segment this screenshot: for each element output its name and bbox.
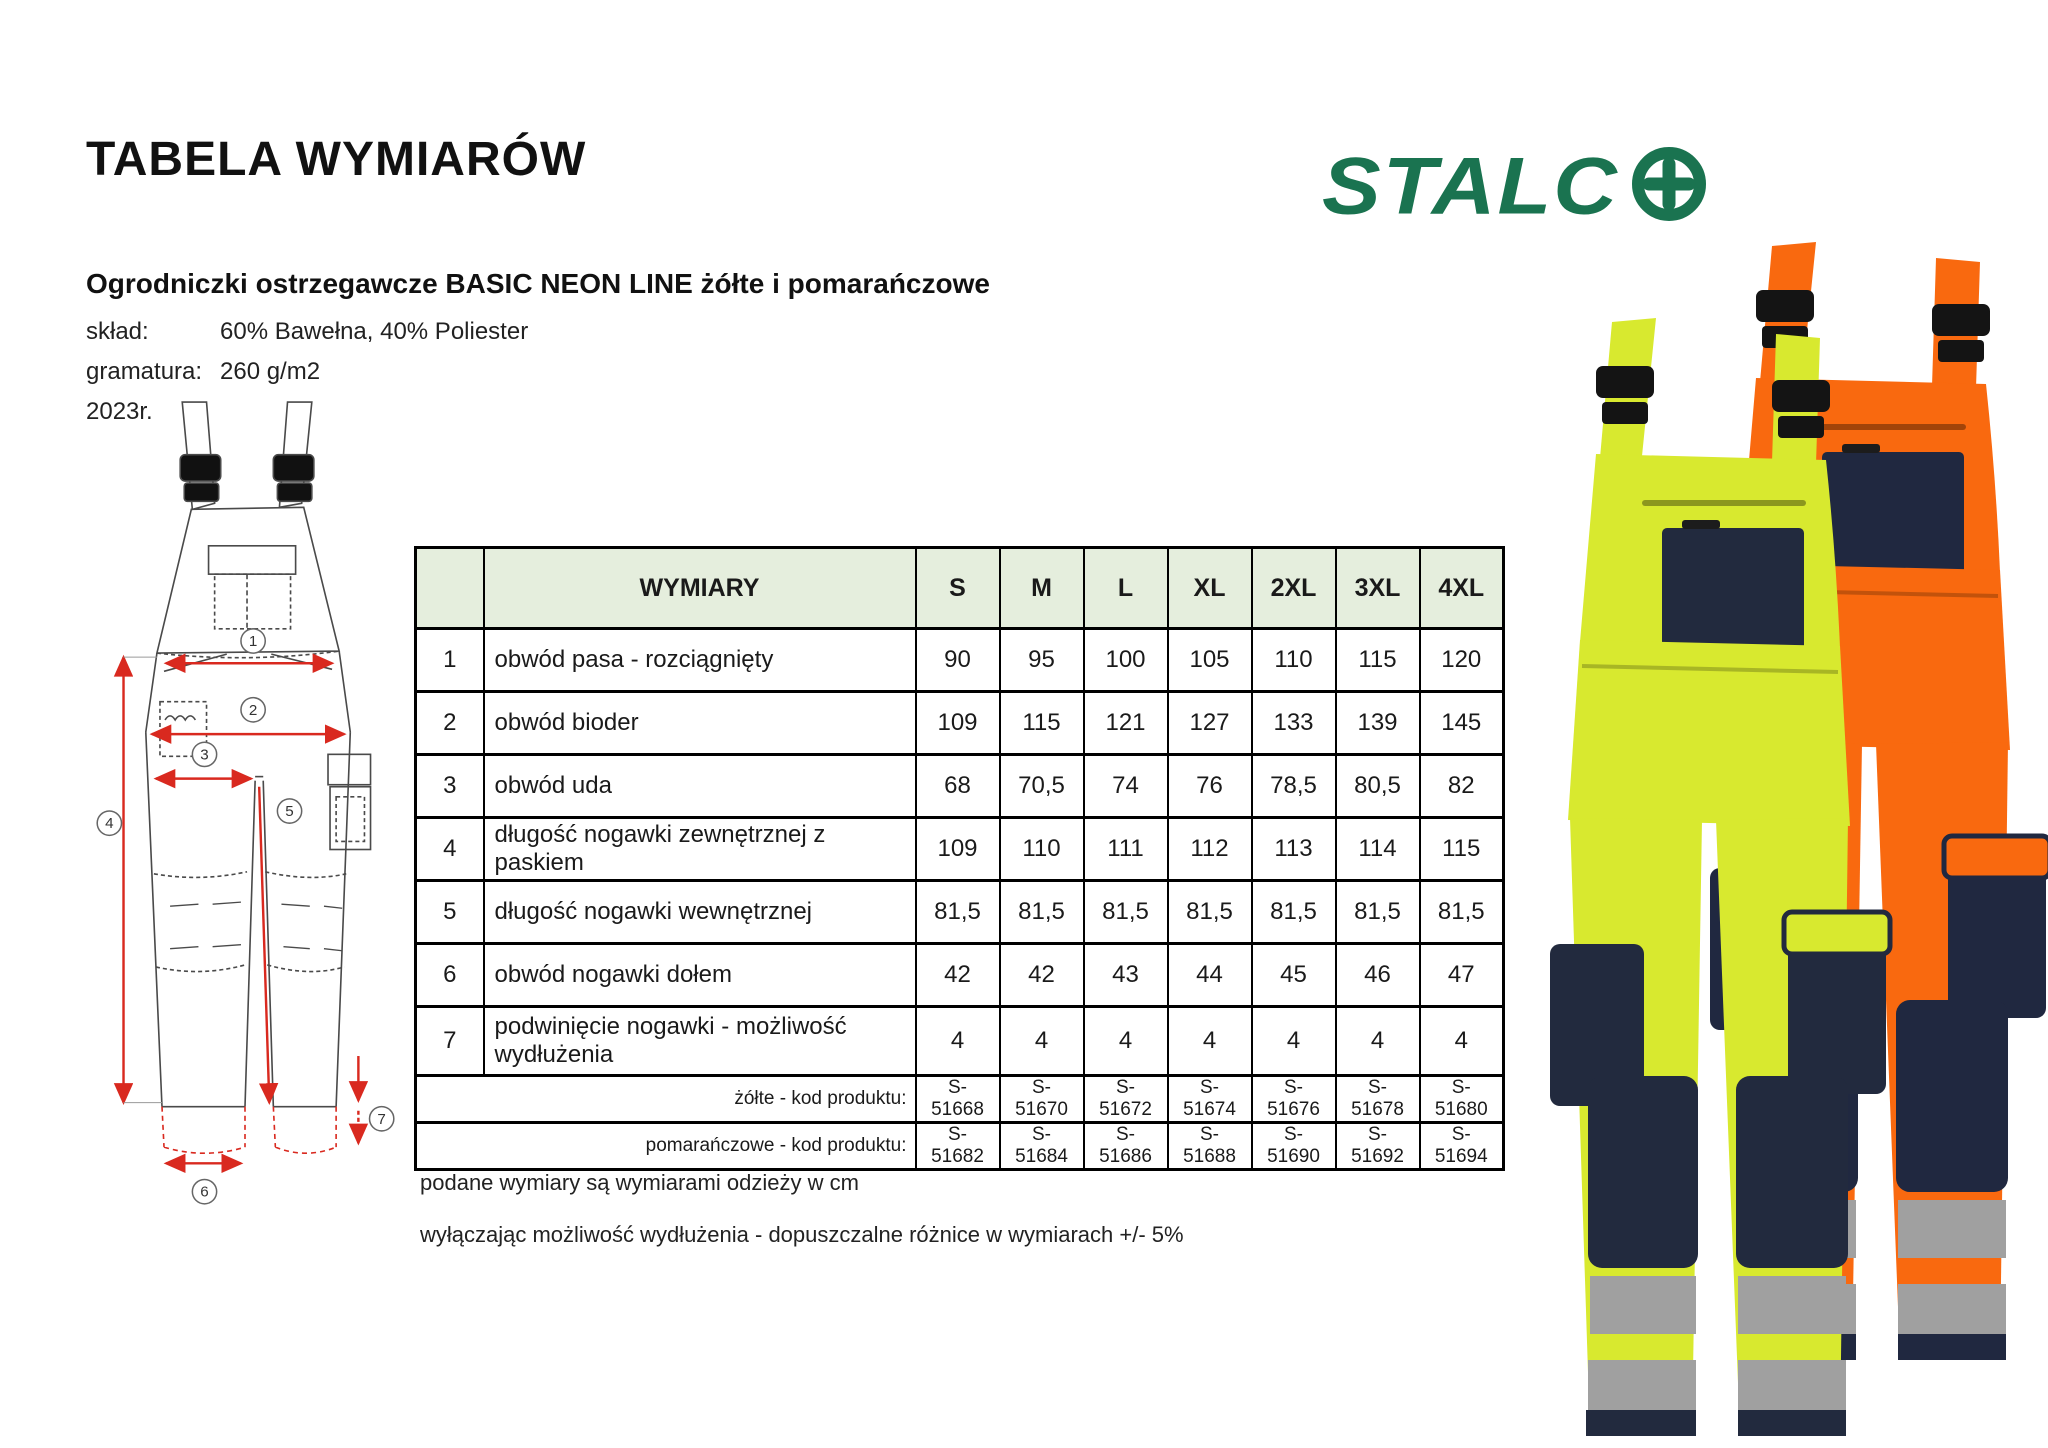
cell: 100	[1084, 629, 1168, 692]
header-wymiary: WYMIARY	[484, 548, 916, 629]
product-code: S-51680	[1420, 1076, 1504, 1123]
product-code: S-51690	[1252, 1123, 1336, 1170]
size-table	[414, 546, 1505, 1171]
row-number: 3	[416, 755, 484, 818]
header-size-2xl: 2XL	[1252, 548, 1336, 629]
table-row	[416, 629, 1504, 692]
product-code: S-51676	[1252, 1076, 1336, 1123]
cell: 105	[1168, 629, 1252, 692]
callout-5: 5	[285, 803, 294, 821]
callout-2: 2	[248, 701, 258, 719]
cell: 81,5	[1084, 881, 1168, 944]
cell: 42	[916, 944, 1000, 1007]
cell: 90	[916, 629, 1000, 692]
cell: 81,5	[1000, 881, 1084, 944]
product-code: S-51668	[916, 1076, 1000, 1123]
cell: 78,5	[1252, 755, 1336, 818]
row-label: obwód uda	[484, 755, 916, 818]
table-row	[416, 818, 1504, 881]
code-row-label: żółte - kod produktu:	[416, 1076, 916, 1123]
cell: 109	[916, 692, 1000, 755]
footnote-units: podane wymiary są wymiarami odzieży w cm	[420, 1170, 859, 1195]
callout-6: 6	[200, 1183, 209, 1201]
header-size-m: M	[1000, 548, 1084, 629]
product-code-row-orange	[416, 1123, 1504, 1170]
cell: 139	[1336, 692, 1420, 755]
product-code: S-51684	[1000, 1123, 1084, 1170]
header-empty	[416, 548, 484, 629]
cell: 95	[1000, 629, 1084, 692]
row-label: długość nogawki zewnętrznej z paskiem	[484, 818, 916, 881]
measurement-diagram	[90, 398, 400, 1223]
row-number: 7	[416, 1007, 484, 1076]
callout-3: 3	[200, 746, 209, 764]
product-code: S-51686	[1084, 1123, 1168, 1170]
cell: 43	[1084, 944, 1168, 1007]
cell: 133	[1252, 692, 1336, 755]
spec-value: 60% Bawełna, 40% Poliester	[220, 318, 529, 345]
cell: 80,5	[1336, 755, 1420, 818]
cell: 81,5	[1336, 881, 1420, 944]
cell: 44	[1168, 944, 1252, 1007]
overalls-outline-drawing	[146, 402, 371, 1107]
cell: 81,5	[916, 881, 1000, 944]
cell: 120	[1420, 629, 1504, 692]
spec-value: 260 g/m2	[220, 358, 321, 385]
row-number: 2	[416, 692, 484, 755]
cell: 70,5	[1000, 755, 1084, 818]
row-label: długość nogawki wewnętrznej	[484, 881, 916, 944]
product-code: S-51670	[1000, 1076, 1084, 1123]
product-code-row-yellow	[416, 1076, 1504, 1123]
footnote-tolerance: wyłączając możliwość wydłużenia - dopuszczalne różnice w wymiarach +/- 5%	[420, 1222, 1184, 1247]
spec-row-composition	[86, 318, 990, 346]
table-row	[416, 944, 1504, 1007]
cell: 111	[1084, 818, 1168, 881]
row-label: obwód pasa - rozciągnięty	[484, 629, 916, 692]
cell: 4	[1084, 1007, 1168, 1076]
product-photo	[1528, 228, 2048, 1443]
row-label: obwód nogawki dołem	[484, 944, 916, 1007]
cell: 112	[1168, 818, 1252, 881]
product-code: S-51674	[1168, 1076, 1252, 1123]
spec-label: gramatura:	[86, 358, 203, 385]
cell: 76	[1168, 755, 1252, 818]
circle-plus-icon	[1629, 144, 1709, 229]
header-size-s: S	[916, 548, 1000, 629]
row-number: 6	[416, 944, 484, 1007]
page-title: TABELA WYMIARÓW	[86, 133, 587, 186]
cell: 47	[1420, 944, 1504, 1007]
cell: 115	[1000, 692, 1084, 755]
cell: 74	[1084, 755, 1168, 818]
cell: 145	[1420, 692, 1504, 755]
product-subtitle: Ogrodniczki ostrzegawcze BASIC NEON LINE żółte i pomarańczowe	[86, 268, 990, 299]
cell: 82	[1420, 755, 1504, 818]
cell: 4	[1252, 1007, 1336, 1076]
cell: 121	[1084, 692, 1168, 755]
code-row-label: pomarańczowe - kod produktu:	[416, 1123, 916, 1170]
cell: 4	[916, 1007, 1000, 1076]
stalco-logo	[1322, 142, 1709, 230]
cell: 127	[1168, 692, 1252, 755]
row-number: 5	[416, 881, 484, 944]
cell: 81,5	[1420, 881, 1504, 944]
table-row	[416, 1007, 1504, 1076]
cell: 42	[1000, 944, 1084, 1007]
cell: 68	[916, 755, 1000, 818]
cell: 81,5	[1168, 881, 1252, 944]
spec-row-weight	[86, 358, 990, 386]
product-code: S-51678	[1336, 1076, 1420, 1123]
measurement-arrows	[124, 657, 359, 1163]
cell: 115	[1336, 629, 1420, 692]
cell: 45	[1252, 944, 1336, 1007]
footnotes	[420, 1170, 1184, 1274]
row-number: 4	[416, 818, 484, 881]
table-row	[416, 692, 1504, 755]
product-code: S-51692	[1336, 1123, 1420, 1170]
hem-extension-dashes	[162, 1107, 336, 1154]
callout-1: 1	[248, 633, 258, 651]
table-row	[416, 881, 1504, 944]
cell: 109	[916, 818, 1000, 881]
cell: 4	[1336, 1007, 1420, 1076]
cell: 81,5	[1252, 881, 1336, 944]
cell: 110	[1000, 818, 1084, 881]
callout-4: 4	[105, 815, 114, 833]
spec-label: 2023r.	[86, 398, 153, 425]
stalco-logo-text: STALC	[1322, 140, 1619, 232]
header-size-xl: XL	[1168, 548, 1252, 629]
cell: 110	[1252, 629, 1336, 692]
cell: 113	[1252, 818, 1336, 881]
header-size-l: L	[1084, 548, 1168, 629]
table-row	[416, 755, 1504, 818]
product-code: S-51694	[1420, 1123, 1504, 1170]
cell: 114	[1336, 818, 1420, 881]
row-number: 1	[416, 629, 484, 692]
cell: 4	[1420, 1007, 1504, 1076]
cell: 4	[1000, 1007, 1084, 1076]
cell: 46	[1336, 944, 1420, 1007]
row-label: podwinięcie nogawki - możliwość wydłużenia	[484, 1007, 916, 1076]
cell: 4	[1168, 1007, 1252, 1076]
callout-7: 7	[377, 1110, 386, 1128]
header-size-4xl: 4XL	[1420, 548, 1504, 629]
product-code: S-51672	[1084, 1076, 1168, 1123]
header-size-3xl: 3XL	[1336, 548, 1420, 629]
table-header-row	[416, 548, 1504, 629]
cell: 115	[1420, 818, 1504, 881]
row-label: obwód bioder	[484, 692, 916, 755]
spec-label: skład:	[86, 318, 149, 345]
product-code: S-51682	[916, 1123, 1000, 1170]
product-code: S-51688	[1168, 1123, 1252, 1170]
